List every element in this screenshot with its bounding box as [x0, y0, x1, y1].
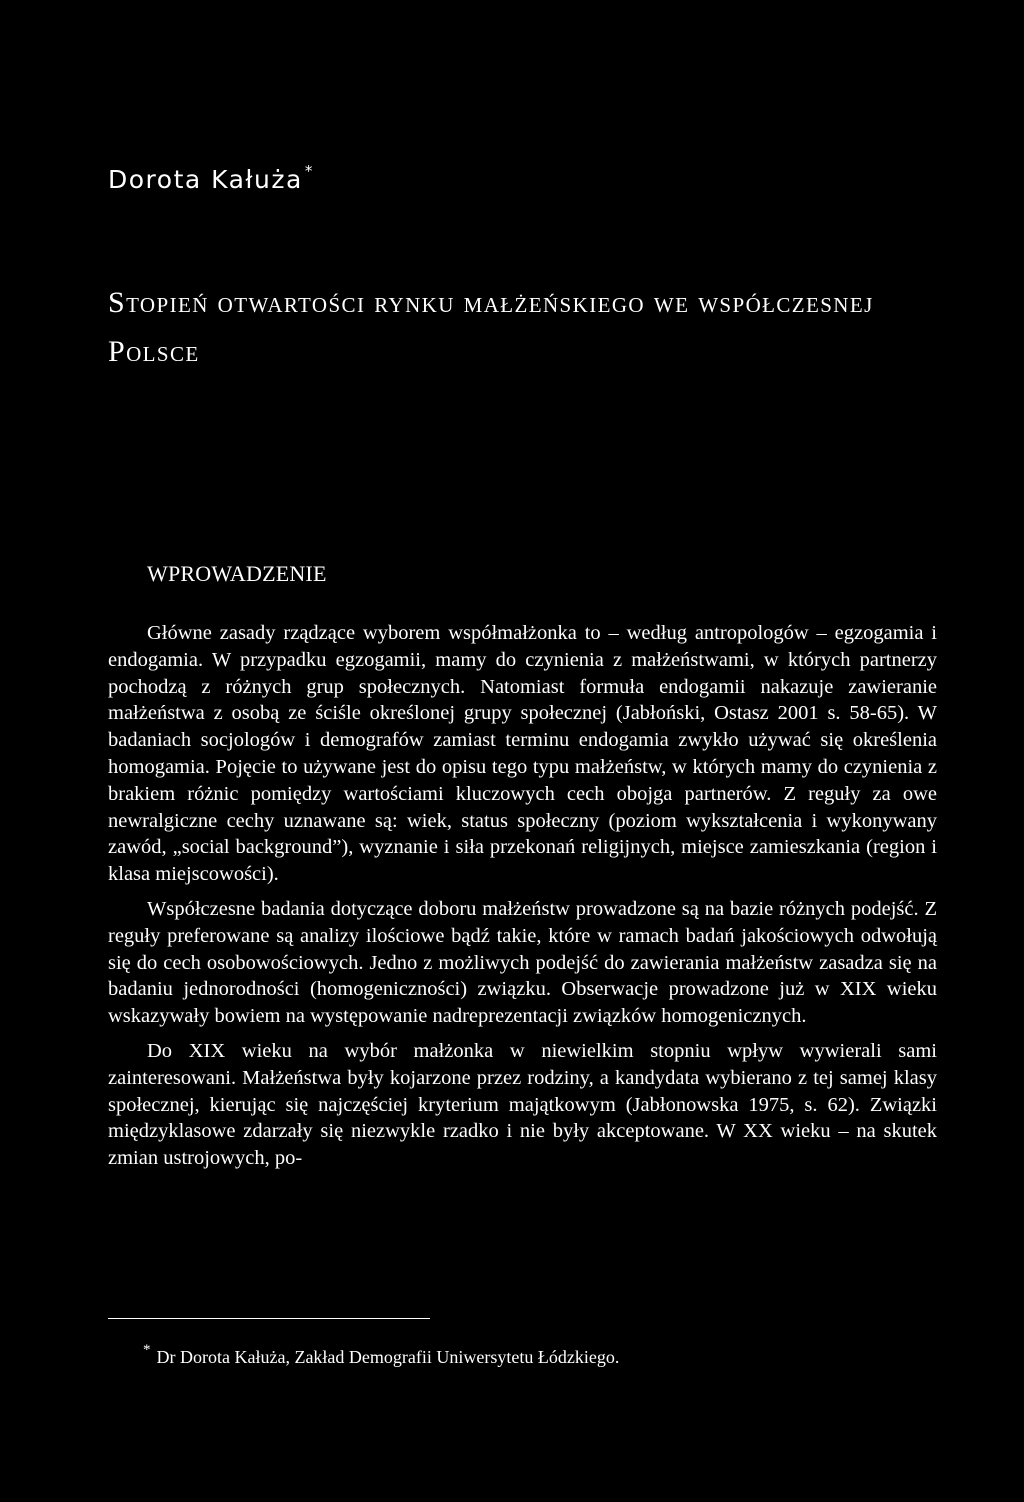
body-text: [108, 620, 937, 1180]
footnote-marker: *: [143, 1342, 151, 1358]
article-title: Stopień otwartości rynku małżeńskiego we współczesnej Polsce: [108, 286, 874, 368]
footnote-separator: [108, 1318, 430, 1319]
paragraph: Główne zasady rządzące wyborem współmałżonka to – według antropologów – egzogamia i endogamia. W przypadku egzogamii, mamy do czynienia z małżeństwami, w których partnerzy pochodzą z różnych grup społecznych. Natomiast formuła endogamii nakazuje zawieranie małżeństwa z osobą ze ściśle określonej grupy społecznej (Jabłoński, Ostasz 2001 s. 58-65). W badaniach socjologów i demografów zamiast terminu endogamia zwykło używać się określenia homogamia. Pojęcie to używane jest do opisu tego typu małżeństw, w których mamy do czynienia z brakiem różnic pomiędzy wartościami kluczowych cech obojga partnerów. Z reguły za owe newralgiczne cechy uznawane są: wiek, status społeczny (poziom wykształcenia i wykonywany zawód, „social background”), wyznanie i siła przekonań religijnych, miejsce zamieszkania (region i klasa miejscowości).: [108, 622, 937, 886]
section-heading: WPROWADZENIE: [147, 561, 327, 586]
author-name: [108, 162, 314, 194]
footnote: [143, 1342, 620, 1368]
author-name-text: Dorota Kałuża: [108, 165, 303, 194]
paragraph: Do XIX wieku na wybór małżonka w niewielkim stopniu wpływ wywierali sami zainteresowani. Małżeństwa były kojarzone przez rodziny, a kandydata wybierano z tej samej klasy społecznej, kierując się najczęściej kryterium majątkowym (Jabłonowska 1975, s. 62). Związki międzyklasowe zdarzały się niezwykle rzadko i nie były akceptowane. W XX wieku – na skutek zmian ustrojowych, po-: [108, 1039, 937, 1170]
footnote-text: Dr Dorota Kałuża, Zakład Demografii Uniwersytetu Łódzkiego.: [156, 1347, 620, 1367]
paragraph: Współczesne badania dotyczące doboru małżeństw prowadzone są na bazie różnych podejść. Z reguły preferowane są analizy ilościowe bądź takie, które w ramach badań jakościowych odwołują się do cech osobowościowych. Jedno z możliwych podejść do zawierania małżeństw zasadza się na badaniu jednorodności (homogeniczności) związku. Obserwacje prowadzone już w XIX wieku wskazywały bowiem na występowanie nadreprezentacji związków homogenicznych.: [108, 897, 937, 1028]
author-footnote-marker: *: [304, 162, 314, 180]
